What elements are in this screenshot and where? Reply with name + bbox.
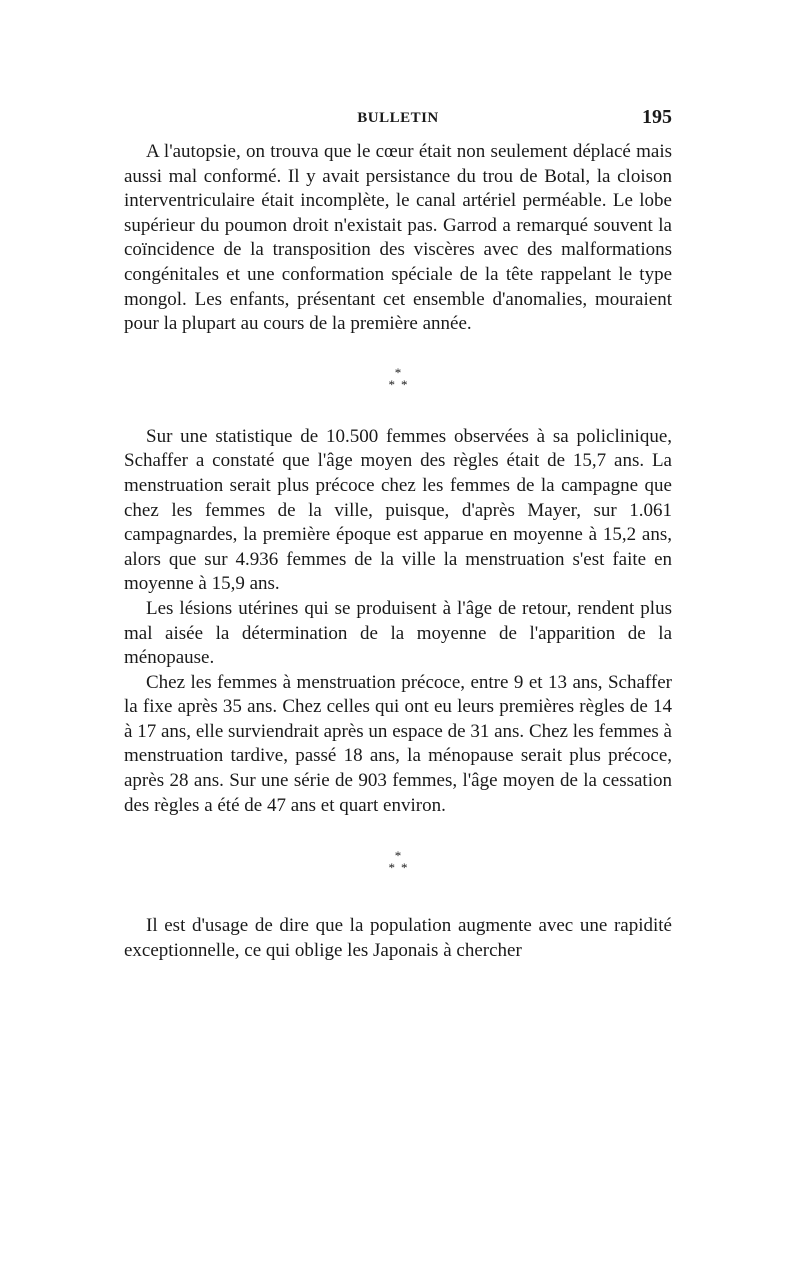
asterism-separator (124, 364, 672, 392)
section-population (124, 914, 672, 963)
section-menstruation (124, 425, 672, 819)
asterism-star: * (401, 376, 414, 392)
asterism-separator (124, 850, 672, 874)
asterism-star: * (394, 848, 402, 864)
book-page (124, 100, 672, 963)
paragraph: Chez les femmes à menstruation précoce, entre 9 et 13 ans, Schaffer la fixe après 35 ans. Chez celles qui ont eu leurs premières règles de 14 à 17 ans, elle surviendrait après un espace de 31 ans. Chez les femmes à menstruation tardive, passé 18 ans, la ménopause serait plus précoce, après 28 ans. Sur une série de 903 femmes, l'âge moyen de la cessation des règles a été de 47 ans et quart environ. (124, 671, 672, 816)
asterism-star: * (388, 860, 401, 876)
asterism-star: * (401, 860, 414, 876)
paragraph: A l'autopsie, on trouva que le cœur était non seulement déplacé mais aussi mal conformé. Il y avait persistance du trou de Botal, la cloison interventriculaire était incomplète, le canal artériel perméable. Le lobe supérieur du poumon droit n'existait pas. Garrod a remarqué souvent la coïncidence de la transposition des viscères avec des malformations congénitales et une conformation spéciale de la tête rappelant le type mongol. Les enfants, présentant cet ensemble d'anomalies, mouraient pour la plupart au cours de la première année. (124, 141, 672, 335)
asterism-star: * (388, 376, 401, 392)
running-title: BULLETIN (357, 110, 439, 126)
running-head (124, 100, 672, 140)
paragraph: Les lésions utérines qui se produisent à l'âge de retour, rendent plus mal aisée la détermination de la moyenne de l'apparition de la ménopause. (124, 597, 672, 669)
paragraph: Il est d'usage de dire que la population augmente avec une rapidité exceptionnelle, ce qui oblige les Japonais à chercher (124, 915, 672, 961)
asterism-stars-row (124, 376, 672, 392)
asterism-stars-row (124, 862, 672, 874)
asterism-star: * (394, 364, 402, 380)
paragraph: Sur une statistique de 10.500 femmes observées à sa policlinique, Schaffer a constaté que l'âge moyen des règles était de 15,7 ans. La menstruation serait plus précoce chez les femmes de la campagne que chez les femmes de la ville, puisque, d'après Mayer, sur 1.061 campagnardes, la première époque est apparue en moyenne à 15,2 ans, alors que sur 4.936 femmes de la ville la menstruation s'est faite en moyenne à 15,9 ans. (124, 425, 672, 595)
page-number: 195 (642, 106, 672, 128)
section-autopsy (124, 140, 672, 337)
